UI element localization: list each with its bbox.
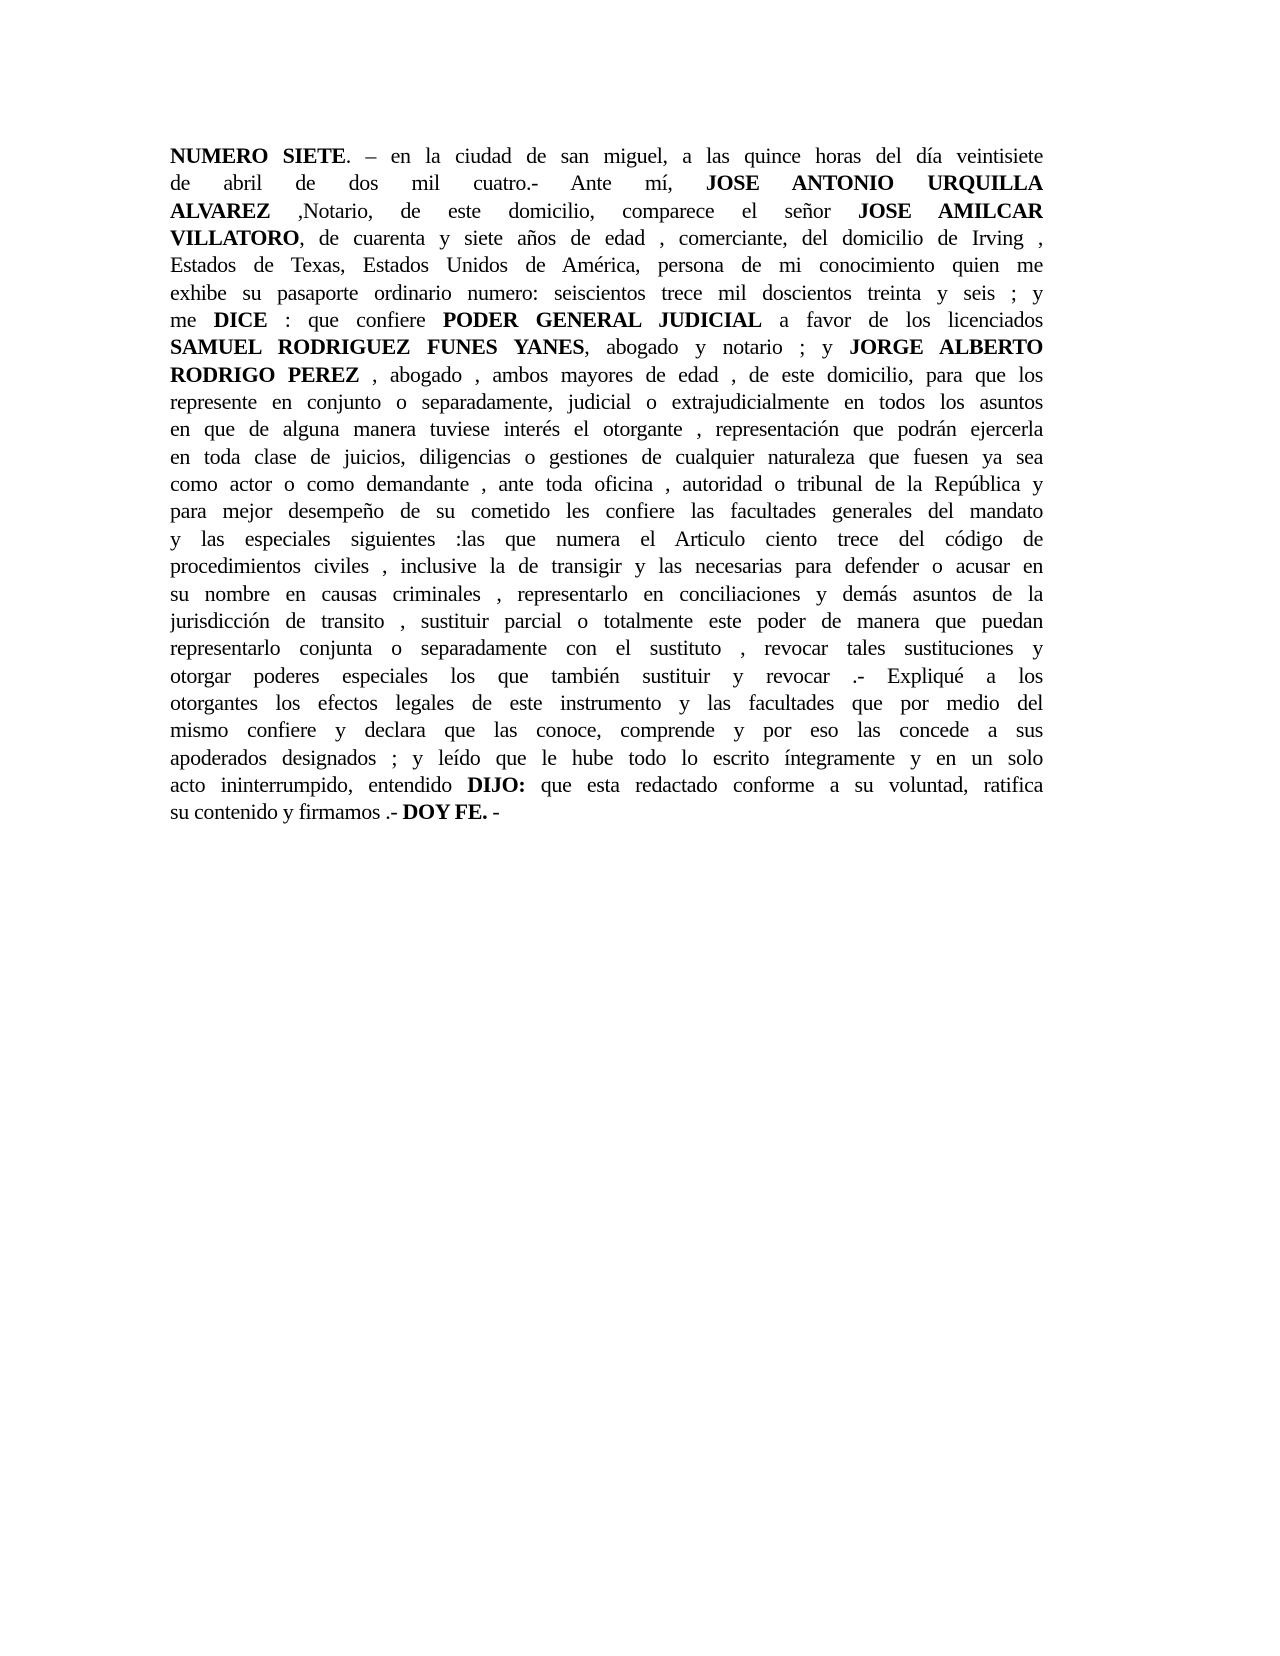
paragraph-line — [170, 634, 1043, 661]
text: para mejor desempeño de su cometido les confiere las facultades generales del mandato — [170, 498, 1043, 524]
paragraph-line — [170, 197, 1043, 224]
bold-text: JOSE ANTONIO URQUILLA — [705, 170, 1043, 196]
paragraph-line — [170, 361, 1043, 388]
text: procedimientos civiles , inclusive la de transigir y las necesarias para defender o acusar en — [170, 553, 1043, 579]
text: y las especiales siguientes :las que numera el Articulo ciento trece del código de — [170, 525, 1043, 551]
text: exhibe su pasaporte ordinario numero: seiscientos trece mil doscientos treinta y seis ; y — [170, 279, 1043, 305]
text: que esta redactado conforme a su voluntad, ratifica — [525, 771, 1043, 797]
text: me — [170, 307, 214, 333]
paragraph-line — [170, 552, 1043, 579]
text: apoderados designados ; y leído que le hube todo lo escrito íntegramente y en un solo — [170, 744, 1043, 770]
text: - — [487, 799, 500, 825]
bold-text: RODRIGO PEREZ — [170, 361, 360, 387]
text: como actor o como demandante , ante toda oficina , autoridad o tribunal de la República y — [170, 471, 1043, 497]
paragraph-line — [170, 497, 1043, 524]
paragraph-line — [170, 771, 1043, 798]
text: : que confiere — [267, 307, 443, 333]
paragraph-line — [170, 716, 1043, 743]
paragraph-line — [170, 662, 1043, 689]
text: , abogado y notario ; y — [584, 334, 850, 360]
text: represente en conjunto o separadamente, judicial o extrajudicialmente en todos los asuntos — [170, 389, 1043, 415]
paragraph-line — [170, 415, 1043, 442]
bold-text: ALVAREZ — [170, 197, 271, 223]
text: en que de alguna manera tuviese interés el otorgante , representación que podrán ejercerla — [170, 416, 1043, 442]
paragraph-line — [170, 224, 1043, 251]
text: acto ininterrumpido, entendido — [170, 771, 468, 797]
paragraph-line — [170, 525, 1043, 552]
text: de abril de dos mil cuatro.- Ante mí, — [170, 170, 706, 196]
paragraph-line — [170, 580, 1043, 607]
text: representarlo conjunta o separadamente con el sustituto , revocar tales sustituciones y — [170, 635, 1043, 661]
bold-text: DICE — [213, 307, 268, 333]
paragraph-line — [170, 443, 1043, 470]
text: jurisdicción de transito , sustituir parcial o totalmente este poder de manera que puedan — [170, 607, 1043, 633]
paragraph-line — [170, 744, 1043, 771]
bold-text: DOY FE. — [402, 799, 488, 825]
bold-text: JOSE AMILCAR — [857, 197, 1043, 223]
document-body — [170, 142, 1043, 826]
bold-text: DIJO: — [467, 771, 526, 797]
text: . – en la ciudad de san miguel, a las quince horas del día veintisiete — [345, 143, 1043, 168]
paragraph-line — [170, 251, 1043, 278]
paragraph-line — [170, 798, 1043, 825]
paragraph-line — [170, 306, 1043, 333]
paragraph-line — [170, 279, 1043, 306]
text: otorgar poderes especiales los que también sustituir y revocar .- Expliqué a los — [170, 662, 1043, 688]
text: en toda clase de juicios, diligencias o gestiones de cualquier naturaleza que fuesen ya sea — [170, 443, 1043, 469]
paragraph-line — [170, 689, 1043, 716]
paragraph-line — [170, 333, 1043, 360]
bold-text: JORGE ALBERTO — [849, 334, 1043, 360]
text: su nombre en causas criminales , representarlo en conciliaciones y demás asuntos de la — [170, 580, 1043, 606]
paragraph-line — [170, 388, 1043, 415]
text: , abogado , ambos mayores de edad , de este domicilio, para que los — [359, 361, 1043, 387]
text: mismo confiere y declara que las conoce, comprende y por eso las concede a sus — [170, 717, 1043, 743]
bold-text: PODER GENERAL JUDICIAL — [442, 307, 762, 333]
paragraph-line — [170, 142, 1043, 169]
text: ,Notario, de este domicilio, comparece el señor — [270, 197, 858, 223]
text: a favor de los licenciados — [761, 307, 1043, 333]
paragraph-line — [170, 470, 1043, 497]
text: otorgantes los efectos legales de este instrumento y las facultades que por medio del — [170, 689, 1043, 715]
bold-text: SAMUEL RODRIGUEZ FUNES YANES — [170, 334, 585, 360]
bold-text: NUMERO SIETE — [170, 143, 346, 168]
paragraph-line — [170, 169, 1043, 196]
text: Estados de Texas, Estados Unidos de América, persona de mi conocimiento quien me — [170, 252, 1043, 278]
paragraph-line — [170, 607, 1043, 634]
bold-text: VILLATORO — [170, 225, 300, 251]
text: , de cuarenta y siete años de edad , comerciante, del domicilio de Irving , — [299, 225, 1043, 251]
text: su contenido y firmamos .- — [170, 799, 403, 825]
